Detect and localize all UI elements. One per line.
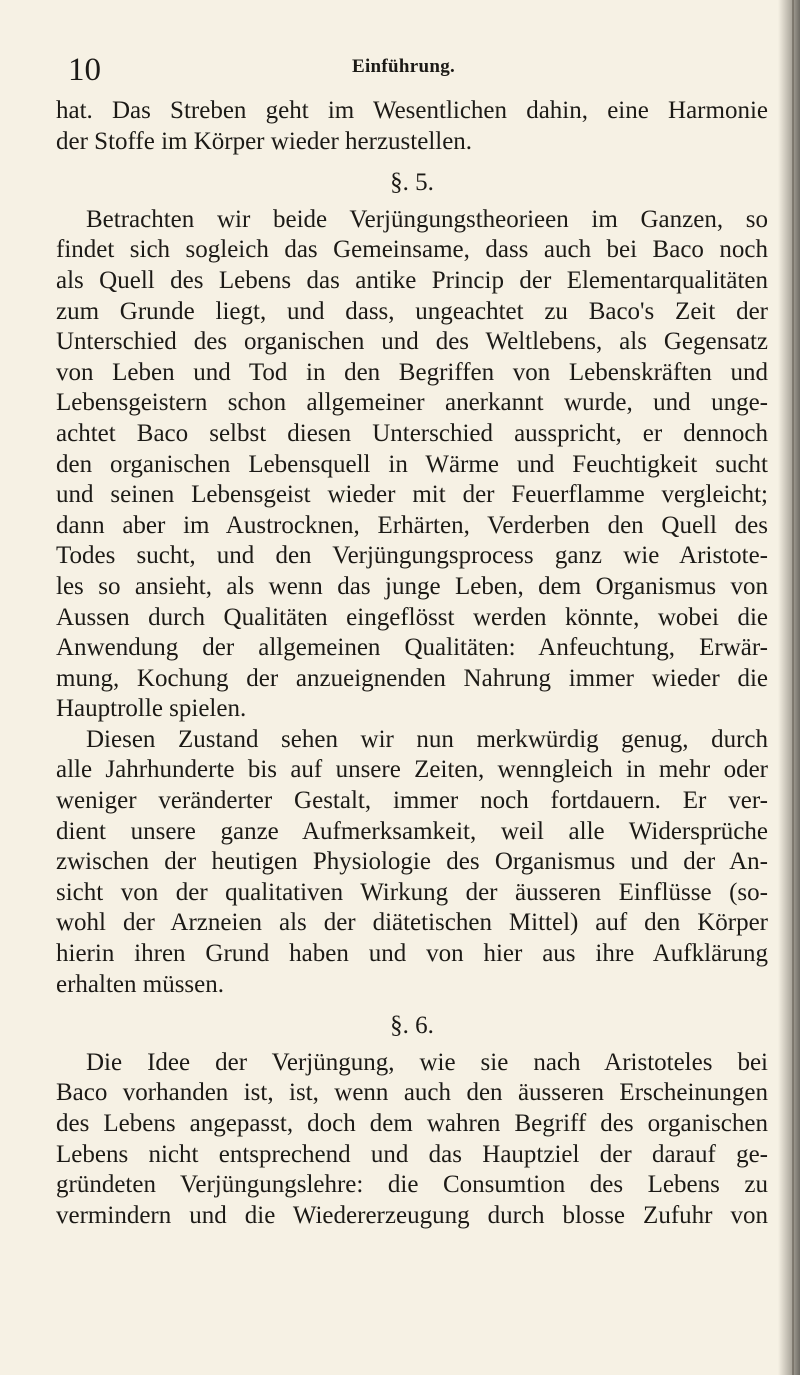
text-line: hat. Das Streben geht im Wesentlichen dahin, eine Harmonie — [56, 97, 768, 124]
text-line: vermindern und die Wiedererzeugung durch blosse Zufuhr von — [56, 1201, 768, 1229]
text-line: Betrachten wir beide Verjüngungstheorieen im Ganzen, so — [86, 205, 768, 233]
text-line: Die Idee der Verjüngung, wie sie nach Aristoteles bei — [86, 1048, 768, 1076]
text-line: zum Grunde liegt, und dass, ungeachtet zu Baco's Zeit der — [56, 297, 768, 325]
text-line: mung, Kochung der anzueignenden Nahrung immer wieder die — [56, 664, 768, 692]
text-line: Lebensgeistern schon allgemeiner anerkannt wurde, und unge- — [56, 389, 768, 417]
text-line: wohl der Arzneien als der diätetischen Mittel) auf den Körper — [56, 909, 768, 937]
text-line: Hauptrolle spielen. — [56, 695, 247, 723]
text-line: dann aber im Austrocknen, Erhärten, Verderben den Quell des — [56, 511, 768, 539]
text-line: hierin ihren Grund haben und von hier aus ihre Aufklärung — [56, 940, 768, 968]
text-line: findet sich sogleich das Gemeinsame, dass auch bei Baco noch — [56, 236, 768, 264]
page-gutter-shadow — [778, 0, 800, 1375]
text-line: gründeten Verjüngungslehre: die Consumtion des Lebens zu — [56, 1171, 768, 1199]
text-line: erhalten müssen. — [56, 970, 225, 998]
text-line: les so ansieht, als wenn das junge Leben, dem Organismus von — [56, 572, 768, 600]
text-line: und seinen Lebensgeist wieder mit der Feuerflamme vergleicht; — [56, 481, 768, 509]
text-line: von Leben und Tod in den Begriffen von Lebenskräften und — [56, 358, 768, 386]
text-line: des Lebens angepasst, doch dem wahren Begriff des organischen — [56, 1110, 768, 1137]
page-number: 10 — [68, 52, 101, 88]
text-line: Unterschied des organischen und des Weltlebens, als Gegensatz — [56, 328, 768, 356]
section-heading: §. 6. — [390, 1012, 434, 1040]
section-heading: §. 5. — [390, 169, 434, 197]
text-line: sicht von der qualitativen Wirkung der äusseren Einflüsse (so- — [56, 878, 768, 906]
text-line: dient unsere ganze Aufmerksamkeit, weil alle Widersprüche — [56, 817, 768, 845]
text-line: Todes sucht, und den Verjüngungsprocess ganz wie Aristote- — [56, 542, 768, 570]
text-line: Lebens nicht entsprechend und das Hauptziel der darauf ge- — [56, 1140, 768, 1168]
text-line: Anwendung der allgemeinen Qualitäten: Anfeuchtung, Erwär- — [56, 634, 768, 662]
body-text — [56, 96, 768, 1231]
text-line: Aussen durch Qualitäten eingeflösst werden könnte, wobei die — [56, 603, 768, 631]
text-line: Baco vorhanden ist, ist, wenn auch den äusseren Erscheinungen — [56, 1079, 768, 1107]
text-line: Diesen Zustand sehen wir nun merkwürdig genug, durch — [86, 725, 768, 753]
text-line: der Stoffe im Körper wieder herzustellen. — [56, 127, 473, 155]
text-line: als Quell des Lebens das antike Princip der Elementarqualitäten — [56, 266, 768, 294]
text-line: alle Jahrhunderte bis auf unsere Zeiten, wenngleich in mehr oder — [56, 756, 768, 784]
running-head: Einführung. — [352, 56, 456, 77]
text-line: zwischen der heutigen Physiologie des Organismus und der An- — [56, 848, 768, 876]
page-edge — [792, 0, 794, 1375]
text-line: achtet Baco selbst diesen Unterschied ausspricht, er dennoch — [56, 419, 768, 447]
text-line: den organischen Lebensquell in Wärme und Feuchtigkeit sucht — [56, 450, 768, 478]
page-header — [68, 52, 768, 88]
text-line: weniger veränderter Gestalt, immer noch fortdauern. Er ver- — [56, 787, 768, 815]
